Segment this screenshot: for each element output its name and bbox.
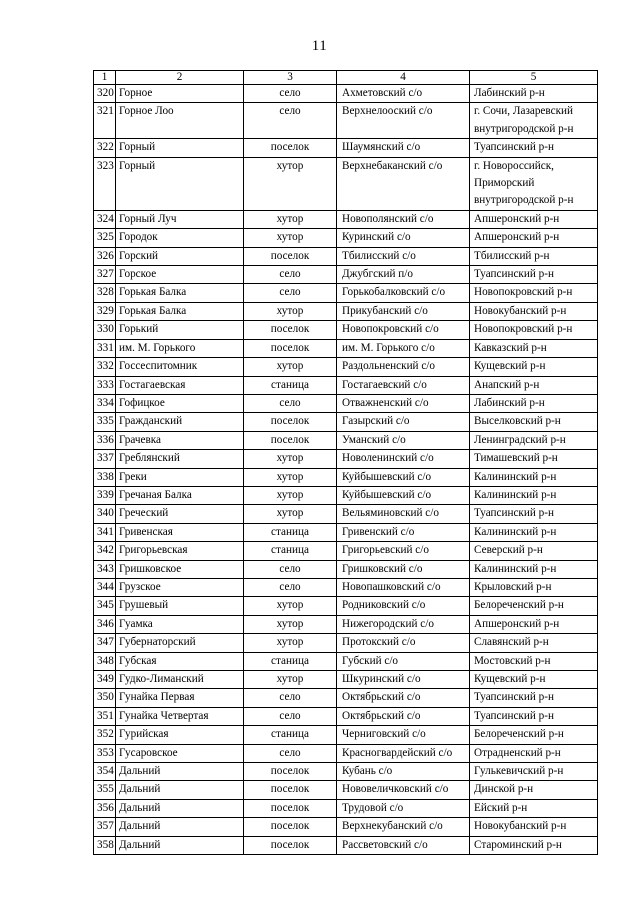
- municipal-district-cell: Туапсинский р-н: [470, 266, 598, 284]
- municipal-district-cell: Новопокровский р-н: [470, 284, 598, 302]
- settlement-type-cell: поселок: [244, 413, 337, 431]
- settlement-name-cell: Горное: [116, 85, 244, 103]
- row-number-cell: 335: [94, 413, 116, 431]
- settlement-type-cell: хутор: [244, 450, 337, 468]
- settlement-type-cell: поселок: [244, 247, 337, 265]
- row-number-cell: 333: [94, 376, 116, 394]
- settlement-type-cell: село: [244, 394, 337, 412]
- header-cell-1: 1: [94, 71, 116, 85]
- settlement-type-cell: хутор: [244, 486, 337, 504]
- municipal-district-cell: Калининский р-н: [470, 486, 598, 504]
- settlement-name-cell: Горное Лоо: [116, 103, 244, 139]
- settlement-type-cell: хутор: [244, 671, 337, 689]
- row-number-cell: 340: [94, 505, 116, 523]
- settlement-type-cell: село: [244, 689, 337, 707]
- rural-district-cell: Куйбышевский с/о: [337, 468, 470, 486]
- settlement-type-cell: станица: [244, 523, 337, 541]
- settlement-name-cell: Гривенская: [116, 523, 244, 541]
- settlement-name-cell: Госсеспитомник: [116, 358, 244, 376]
- settlement-type-cell: село: [244, 707, 337, 725]
- municipal-district-cell: Туапсинский р-н: [470, 707, 598, 725]
- rural-district-cell: Гривенский с/о: [337, 523, 470, 541]
- table-row: [94, 468, 598, 486]
- header-cell-5: 5: [470, 71, 598, 85]
- municipal-district-cell: Кущевский р-н: [470, 671, 598, 689]
- settlement-type-cell: хутор: [244, 210, 337, 228]
- settlement-name-cell: Горный: [116, 139, 244, 157]
- rural-district-cell: Новополянский с/о: [337, 210, 470, 228]
- row-number-cell: 343: [94, 560, 116, 578]
- rural-district-cell: Протокский с/о: [337, 634, 470, 652]
- settlement-name-cell: Гражданский: [116, 413, 244, 431]
- table-row: [94, 689, 598, 707]
- row-number-cell: 342: [94, 542, 116, 560]
- settlement-type-cell: хутор: [244, 229, 337, 247]
- table-row: [94, 560, 598, 578]
- row-number-cell: 331: [94, 339, 116, 357]
- municipal-district-cell: Ейский р-н: [470, 799, 598, 817]
- row-number-cell: 321: [94, 103, 116, 139]
- table-row: [94, 431, 598, 449]
- settlement-name-cell: Горный Луч: [116, 210, 244, 228]
- settlement-name-cell: Гудко-Лиманский: [116, 671, 244, 689]
- row-number-cell: 344: [94, 578, 116, 596]
- table-row: [94, 339, 598, 357]
- rural-district-cell: Куринский с/о: [337, 229, 470, 247]
- row-number-cell: 338: [94, 468, 116, 486]
- settlement-type-cell: поселок: [244, 763, 337, 781]
- table-row: [94, 671, 598, 689]
- settlement-name-cell: Губская: [116, 652, 244, 670]
- table-row: [94, 542, 598, 560]
- settlement-type-cell: поселок: [244, 139, 337, 157]
- table-row: [94, 85, 598, 103]
- settlement-type-cell: хутор: [244, 634, 337, 652]
- table-row: [94, 103, 598, 139]
- municipal-district-cell: Крыловский р-н: [470, 578, 598, 596]
- table-row: [94, 157, 598, 210]
- table-row: [94, 615, 598, 633]
- municipal-district-cell: Мостовский р-н: [470, 652, 598, 670]
- municipal-district-cell: Новокубанский р-н: [470, 818, 598, 836]
- settlement-type-cell: станица: [244, 542, 337, 560]
- settlement-type-cell: село: [244, 744, 337, 762]
- row-number-cell: 325: [94, 229, 116, 247]
- table-row: [94, 266, 598, 284]
- municipal-district-cell: г. Сочи, Лазаревский внутригородской р-н: [470, 103, 598, 139]
- municipal-district-cell: Выселковский р-н: [470, 413, 598, 431]
- table-row: [94, 394, 598, 412]
- municipal-district-cell: Отрадненский р-н: [470, 744, 598, 762]
- settlement-type-cell: хутор: [244, 358, 337, 376]
- row-number-cell: 356: [94, 799, 116, 817]
- settlement-name-cell: Горный: [116, 157, 244, 210]
- settlement-type-cell: хутор: [244, 505, 337, 523]
- row-number-cell: 322: [94, 139, 116, 157]
- rural-district-cell: Черниговский с/о: [337, 726, 470, 744]
- settlement-type-cell: село: [244, 578, 337, 596]
- settlement-name-cell: Грачевка: [116, 431, 244, 449]
- rural-district-cell: Ахметовский с/о: [337, 85, 470, 103]
- settlement-name-cell: Григорьевская: [116, 542, 244, 560]
- rural-district-cell: Джубгский п/о: [337, 266, 470, 284]
- settlement-type-cell: село: [244, 266, 337, 284]
- rural-district-cell: Шаумянский с/о: [337, 139, 470, 157]
- rural-district-cell: Нижегородский с/о: [337, 615, 470, 633]
- municipal-district-cell: Туапсинский р-н: [470, 689, 598, 707]
- settlement-type-cell: село: [244, 85, 337, 103]
- rural-district-cell: Октябрьский с/о: [337, 707, 470, 725]
- settlement-type-cell: станица: [244, 376, 337, 394]
- settlement-name-cell: Гурийская: [116, 726, 244, 744]
- rural-district-cell: Газырский с/о: [337, 413, 470, 431]
- municipal-district-cell: Анапский р-н: [470, 376, 598, 394]
- row-number-cell: 348: [94, 652, 116, 670]
- municipal-district-cell: Славянский р-н: [470, 634, 598, 652]
- settlement-name-cell: Греблянский: [116, 450, 244, 468]
- settlement-name-cell: Губернаторский: [116, 634, 244, 652]
- table-row: [94, 707, 598, 725]
- settlement-type-cell: хутор: [244, 597, 337, 615]
- municipal-district-cell: Новопокровский р-н: [470, 321, 598, 339]
- row-number-cell: 346: [94, 615, 116, 633]
- table-row: [94, 139, 598, 157]
- rural-district-cell: Тбилисский с/о: [337, 247, 470, 265]
- settlement-name-cell: Горькая Балка: [116, 284, 244, 302]
- table-row: [94, 210, 598, 228]
- table-row: [94, 781, 598, 799]
- settlement-type-cell: поселок: [244, 818, 337, 836]
- table-header: [94, 71, 598, 85]
- table-row: [94, 799, 598, 817]
- row-number-cell: 328: [94, 284, 116, 302]
- table-row: [94, 358, 598, 376]
- settlement-type-cell: хутор: [244, 468, 337, 486]
- settlement-name-cell: Грузское: [116, 578, 244, 596]
- municipal-district-cell: Калининский р-н: [470, 560, 598, 578]
- rural-district-cell: Красногвардейский с/о: [337, 744, 470, 762]
- table-row: [94, 302, 598, 320]
- table-row: [94, 836, 598, 854]
- settlement-name-cell: Дальний: [116, 763, 244, 781]
- settlement-name-cell: Гуамка: [116, 615, 244, 633]
- settlement-name-cell: Гунайка Четвертая: [116, 707, 244, 725]
- row-number-cell: 349: [94, 671, 116, 689]
- settlement-type-cell: поселок: [244, 321, 337, 339]
- settlement-name-cell: Грушевый: [116, 597, 244, 615]
- rural-district-cell: Вельяминовский с/о: [337, 505, 470, 523]
- rural-district-cell: Трудовой с/о: [337, 799, 470, 817]
- row-number-cell: 337: [94, 450, 116, 468]
- settlement-type-cell: станица: [244, 652, 337, 670]
- rural-district-cell: Отважненский с/о: [337, 394, 470, 412]
- table-row: [94, 505, 598, 523]
- municipal-district-cell: Калининский р-н: [470, 523, 598, 541]
- municipal-district-cell: Белореченский р-н: [470, 597, 598, 615]
- table-row: [94, 597, 598, 615]
- municipal-district-cell: Динской р-н: [470, 781, 598, 799]
- rural-district-cell: Рассветовский с/о: [337, 836, 470, 854]
- settlement-name-cell: Горское: [116, 266, 244, 284]
- row-number-cell: 350: [94, 689, 116, 707]
- rural-district-cell: Губский с/о: [337, 652, 470, 670]
- settlement-name-cell: Дальний: [116, 818, 244, 836]
- row-number-cell: 332: [94, 358, 116, 376]
- settlement-name-cell: Гостагаевская: [116, 376, 244, 394]
- settlement-type-cell: поселок: [244, 799, 337, 817]
- settlement-type-cell: хутор: [244, 302, 337, 320]
- table-row: [94, 652, 598, 670]
- rural-district-cell: Григорьевский с/о: [337, 542, 470, 560]
- row-number-cell: 320: [94, 85, 116, 103]
- settlement-name-cell: Городок: [116, 229, 244, 247]
- rural-district-cell: Верхнебаканский с/о: [337, 157, 470, 210]
- settlement-name-cell: Дальний: [116, 799, 244, 817]
- settlement-type-cell: село: [244, 560, 337, 578]
- row-number-cell: 357: [94, 818, 116, 836]
- row-number-cell: 324: [94, 210, 116, 228]
- table-row: [94, 229, 598, 247]
- rural-district-cell: Верхнелооский с/о: [337, 103, 470, 139]
- rural-district-cell: Новопокровский с/о: [337, 321, 470, 339]
- settlement-name-cell: Горькая Балка: [116, 302, 244, 320]
- header-row: [94, 71, 598, 85]
- table-row: [94, 726, 598, 744]
- settlement-name-cell: Гофицкое: [116, 394, 244, 412]
- rural-district-cell: Новопашковский с/о: [337, 578, 470, 596]
- row-number-cell: 323: [94, 157, 116, 210]
- table-row: [94, 818, 598, 836]
- settlement-name-cell: Дальний: [116, 836, 244, 854]
- table-row: [94, 744, 598, 762]
- settlement-name-cell: Гречаная Балка: [116, 486, 244, 504]
- row-number-cell: 327: [94, 266, 116, 284]
- rural-district-cell: Гостагаевский с/о: [337, 376, 470, 394]
- settlement-type-cell: село: [244, 284, 337, 302]
- municipal-district-cell: Апшеронский р-н: [470, 229, 598, 247]
- municipal-district-cell: Апшеронский р-н: [470, 210, 598, 228]
- settlement-name-cell: Гришковское: [116, 560, 244, 578]
- page-number: 11: [311, 38, 328, 54]
- settlement-name-cell: Гунайка Первая: [116, 689, 244, 707]
- settlement-name-cell: Греческий: [116, 505, 244, 523]
- header-cell-3: 3: [244, 71, 337, 85]
- municipal-district-cell: Кущевский р-н: [470, 358, 598, 376]
- table-row: [94, 247, 598, 265]
- settlement-type-cell: станица: [244, 726, 337, 744]
- settlement-type-cell: хутор: [244, 157, 337, 210]
- row-number-cell: 347: [94, 634, 116, 652]
- municipal-district-cell: Тбилисский р-н: [470, 247, 598, 265]
- rural-district-cell: Кубань с/о: [337, 763, 470, 781]
- settlement-name-cell: Дальний: [116, 781, 244, 799]
- row-number-cell: 355: [94, 781, 116, 799]
- rural-district-cell: Октябрьский с/о: [337, 689, 470, 707]
- rural-district-cell: Шкуринский с/о: [337, 671, 470, 689]
- settlement-type-cell: хутор: [244, 615, 337, 633]
- municipal-district-cell: Северский р-н: [470, 542, 598, 560]
- row-number-cell: 334: [94, 394, 116, 412]
- table-row: [94, 634, 598, 652]
- rural-district-cell: Куйбышевский с/о: [337, 486, 470, 504]
- municipal-district-cell: Новокубанский р-н: [470, 302, 598, 320]
- row-number-cell: 353: [94, 744, 116, 762]
- rural-district-cell: Горькобалковский с/о: [337, 284, 470, 302]
- row-number-cell: 352: [94, 726, 116, 744]
- settlement-name-cell: им. М. Горького: [116, 339, 244, 357]
- municipal-district-cell: Апшеронский р-н: [470, 615, 598, 633]
- rural-district-cell: Прикубанский с/о: [337, 302, 470, 320]
- municipal-district-cell: Гулькевичский р-н: [470, 763, 598, 781]
- municipal-district-cell: Ленинградский р-н: [470, 431, 598, 449]
- table-row: [94, 450, 598, 468]
- rural-district-cell: Гришковский с/о: [337, 560, 470, 578]
- table-row: [94, 376, 598, 394]
- row-number-cell: 329: [94, 302, 116, 320]
- table-row: [94, 284, 598, 302]
- row-number-cell: 345: [94, 597, 116, 615]
- rural-district-cell: Верхнекубанский с/о: [337, 818, 470, 836]
- header-cell-2: 2: [116, 71, 244, 85]
- row-number-cell: 330: [94, 321, 116, 339]
- settlements-table: [93, 70, 598, 855]
- table-row: [94, 486, 598, 504]
- row-number-cell: 339: [94, 486, 116, 504]
- rural-district-cell: им. М. Горького с/о: [337, 339, 470, 357]
- rural-district-cell: Новоленинский с/о: [337, 450, 470, 468]
- municipal-district-cell: Калининский р-н: [470, 468, 598, 486]
- municipal-district-cell: Староминский р-н: [470, 836, 598, 854]
- table-row: [94, 578, 598, 596]
- municipal-district-cell: Туапсинский р-н: [470, 505, 598, 523]
- header-cell-4: 4: [337, 71, 470, 85]
- settlement-name-cell: Гусаровское: [116, 744, 244, 762]
- row-number-cell: 341: [94, 523, 116, 541]
- settlement-name-cell: Греки: [116, 468, 244, 486]
- settlement-name-cell: Горький: [116, 321, 244, 339]
- settlement-type-cell: поселок: [244, 836, 337, 854]
- rural-district-cell: Раздольненский с/о: [337, 358, 470, 376]
- table-row: [94, 523, 598, 541]
- row-number-cell: 354: [94, 763, 116, 781]
- table-row: [94, 413, 598, 431]
- settlement-type-cell: поселок: [244, 339, 337, 357]
- settlement-type-cell: поселок: [244, 431, 337, 449]
- municipal-district-cell: Тимашевский р-н: [470, 450, 598, 468]
- municipal-district-cell: г. Новороссийск, Приморский внутригородской р-н: [470, 157, 598, 210]
- row-number-cell: 336: [94, 431, 116, 449]
- municipal-district-cell: Кавказский р-н: [470, 339, 598, 357]
- municipal-district-cell: Белореченский р-н: [470, 726, 598, 744]
- row-number-cell: 358: [94, 836, 116, 854]
- municipal-district-cell: Лабинский р-н: [470, 394, 598, 412]
- municipal-district-cell: Туапсинский р-н: [470, 139, 598, 157]
- settlement-name-cell: Горский: [116, 247, 244, 265]
- rural-district-cell: Нововеличковский с/о: [337, 781, 470, 799]
- table-row: [94, 321, 598, 339]
- settlement-type-cell: поселок: [244, 781, 337, 799]
- rural-district-cell: Уманский с/о: [337, 431, 470, 449]
- row-number-cell: 326: [94, 247, 116, 265]
- table-body: [94, 85, 598, 855]
- settlement-type-cell: село: [244, 103, 337, 139]
- row-number-cell: 351: [94, 707, 116, 725]
- municipal-district-cell: Лабинский р-н: [470, 85, 598, 103]
- rural-district-cell: Родниковский с/о: [337, 597, 470, 615]
- table-row: [94, 763, 598, 781]
